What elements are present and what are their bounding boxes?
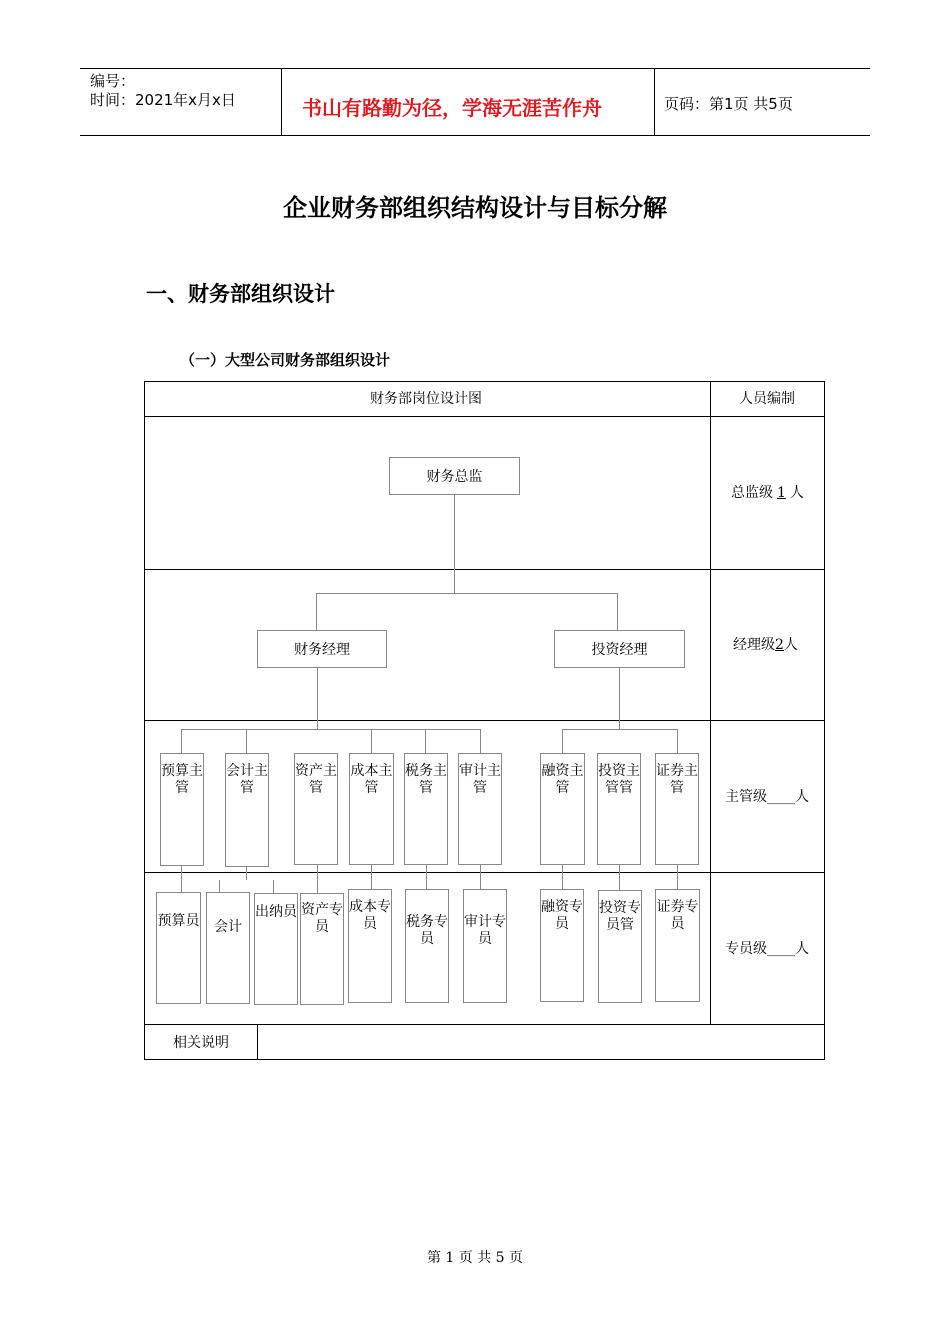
staff-level-label: 经理级 xyxy=(733,637,775,653)
connector xyxy=(273,880,274,893)
org-node-supervisor xyxy=(349,753,394,865)
connector xyxy=(480,864,481,889)
org-node-label: 预算主管 xyxy=(161,763,203,796)
connector xyxy=(619,864,620,890)
connector xyxy=(371,729,372,753)
connector xyxy=(371,864,372,889)
staff-level-label: 主管级 xyxy=(725,789,767,805)
connector xyxy=(619,667,620,729)
table-rule xyxy=(144,416,825,417)
chart-column-header: 财务部岗位设计图 xyxy=(370,391,482,407)
org-node-specialist xyxy=(348,889,392,1003)
connector xyxy=(316,593,618,594)
org-node-label: 证券专员 xyxy=(656,899,699,932)
table-rule xyxy=(824,381,825,1060)
org-node-label: 资产主管 xyxy=(295,763,337,796)
org-node-supervisor xyxy=(404,753,448,865)
org-node-label: 成本主管 xyxy=(350,763,393,796)
notes-label: 相关说明 xyxy=(173,1035,229,1051)
table-rule xyxy=(144,1024,825,1025)
subsection-heading: （一）大型公司财务部组织设计 xyxy=(180,351,391,369)
connector xyxy=(480,729,481,753)
connector xyxy=(617,593,618,630)
staff-manager-level xyxy=(733,634,798,654)
page-indicator: 页码：第1页 共5页 xyxy=(664,95,793,113)
org-node-label: 税务专员 xyxy=(406,914,448,947)
org-node-label: 投资专员管 xyxy=(599,900,641,933)
org-node-specialist xyxy=(206,892,250,1004)
staff-specialist-level xyxy=(725,938,809,958)
org-node-supervisor xyxy=(540,753,585,865)
org-node-label: 会计 xyxy=(214,919,242,935)
org-node-specialist xyxy=(300,893,344,1005)
table-rule xyxy=(144,381,825,382)
staff-director-level xyxy=(731,482,804,502)
staff-level-label: 专员级 xyxy=(725,941,767,957)
table-rule xyxy=(710,381,711,1025)
org-node-specialist xyxy=(598,890,642,1003)
staff-level-label: 总监级 xyxy=(731,485,773,501)
org-node-specialist xyxy=(405,889,449,1003)
org-node-label: 会计主管 xyxy=(226,763,268,796)
connector xyxy=(426,864,427,889)
header-divider-left xyxy=(281,68,282,136)
connector xyxy=(316,593,317,630)
staff-supervisor-level xyxy=(725,786,809,806)
org-node-specialist xyxy=(254,893,298,1005)
document-date: 时间：2021年x月x日 xyxy=(90,91,236,109)
org-node-supervisor xyxy=(160,753,204,866)
org-node-label: 资产专员 xyxy=(301,902,343,935)
staff-count: ____ xyxy=(767,941,795,957)
table-rule xyxy=(144,381,145,1060)
connector xyxy=(181,864,182,892)
org-node-label: 成本专员 xyxy=(349,899,391,932)
table-rule xyxy=(144,1059,825,1060)
staff-unit: 人 xyxy=(795,789,809,805)
connector xyxy=(246,866,247,880)
org-node-specialist xyxy=(540,889,584,1002)
document-title: 企业财务部组织结构设计与目标分解 xyxy=(283,194,667,222)
org-node-specialist xyxy=(463,889,507,1003)
org-node-label: 审计主管 xyxy=(459,763,501,796)
table-rule xyxy=(257,1024,258,1060)
staff-unit: 人 xyxy=(795,941,809,957)
org-node-specialist xyxy=(156,892,201,1004)
staff-unit: 人 xyxy=(789,485,804,501)
connector xyxy=(562,729,677,730)
org-node-label: 税务主管 xyxy=(405,763,447,796)
header-bottom-rule xyxy=(80,135,870,136)
connector xyxy=(317,864,318,893)
connector xyxy=(181,729,182,753)
header-divider-right xyxy=(654,68,655,136)
connector xyxy=(562,864,563,889)
connector xyxy=(181,729,481,730)
staff-count: 1 xyxy=(777,485,786,501)
org-node-supervisor xyxy=(294,753,338,865)
org-node-investment-manager: 投资经理 xyxy=(554,630,685,668)
page-footer: 第 1 页 共 5 页 xyxy=(426,1250,524,1266)
connector xyxy=(246,729,247,753)
document-code-label: 编号： xyxy=(90,72,136,90)
connector xyxy=(425,729,426,753)
connector xyxy=(677,864,678,889)
org-node-label: 融资主管 xyxy=(541,763,584,796)
org-node-finance-manager: 财务经理 xyxy=(257,630,387,668)
org-node-supervisor xyxy=(458,753,502,865)
connector xyxy=(562,729,563,753)
connector xyxy=(677,729,678,753)
table-rule xyxy=(144,569,825,570)
header-motto: 书山有路勤为径，学海无涯苦作舟 xyxy=(302,96,602,120)
org-node-label: 出纳员 xyxy=(255,904,297,920)
org-node-specialist xyxy=(655,889,700,1002)
table-rule xyxy=(144,720,825,721)
org-node-supervisor xyxy=(597,753,641,865)
section-heading: 一、财务部组织设计 xyxy=(146,282,335,306)
staffing-column-header: 人员编制 xyxy=(739,391,795,407)
connector xyxy=(219,880,220,892)
org-node-label: 预算员 xyxy=(157,913,200,929)
staff-count: 2 xyxy=(775,637,784,653)
org-node-finance-director: 财务总监 xyxy=(389,457,520,495)
org-node-supervisor xyxy=(655,753,699,865)
org-node-label: 审计专员 xyxy=(464,914,506,947)
org-node-supervisor xyxy=(225,753,269,867)
connector xyxy=(454,494,455,593)
org-node-label: 证券主管 xyxy=(656,763,698,796)
staff-unit: 人 xyxy=(783,637,798,653)
staff-count: ____ xyxy=(767,789,795,805)
org-node-label: 融资专员 xyxy=(541,899,583,932)
org-node-label: 投资主管管 xyxy=(598,763,640,796)
connector xyxy=(317,667,318,729)
header-top-rule xyxy=(80,68,870,69)
